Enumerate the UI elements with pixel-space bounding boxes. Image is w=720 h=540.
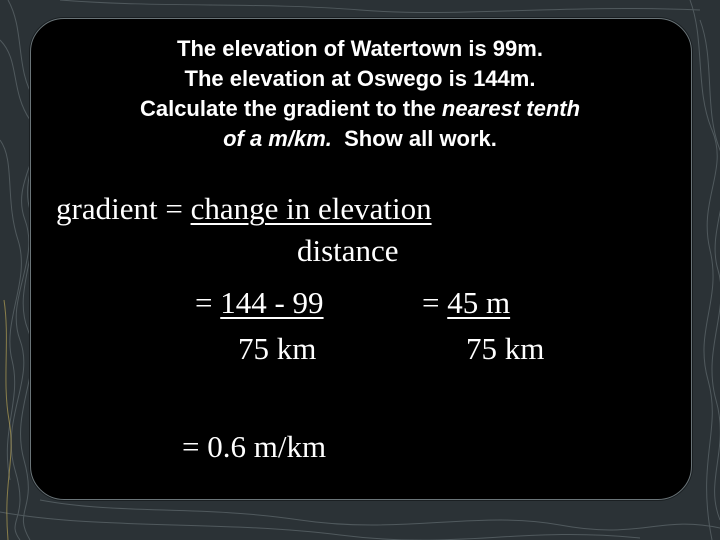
step1-line xyxy=(195,286,324,320)
question-line-3 xyxy=(30,94,690,124)
question-line-4 xyxy=(30,124,690,154)
step1-denominator: 75 km xyxy=(238,331,317,366)
question-line-2: The elevation at Oswego is 144m. xyxy=(184,66,536,91)
formula-numerator: change in elevation xyxy=(190,191,432,226)
formula-lhs: gradient = xyxy=(56,191,191,226)
step2-numerator: 45 m xyxy=(447,285,511,320)
question-line-3-emphasis: nearest tenth xyxy=(441,96,581,121)
step2-denominator: 75 km xyxy=(466,331,545,366)
formula-denominator: distance xyxy=(297,233,399,268)
step2-line xyxy=(422,286,510,320)
question-line-4-emphasis: of a m/km. xyxy=(223,126,332,151)
question-line-4-suffix: Show all work. xyxy=(331,126,497,151)
question-line-3-prefix: Calculate the gradient to the xyxy=(139,96,442,121)
final-answer: = 0.6 m/km xyxy=(182,429,327,464)
step2-prefix: = xyxy=(422,285,448,320)
step1-prefix: = xyxy=(195,285,221,320)
step1-numerator: 144 - 99 xyxy=(220,285,324,320)
question-line-1: The elevation of Watertown is 99m. xyxy=(177,36,543,61)
formula-line xyxy=(56,192,432,226)
question-text xyxy=(30,34,690,154)
